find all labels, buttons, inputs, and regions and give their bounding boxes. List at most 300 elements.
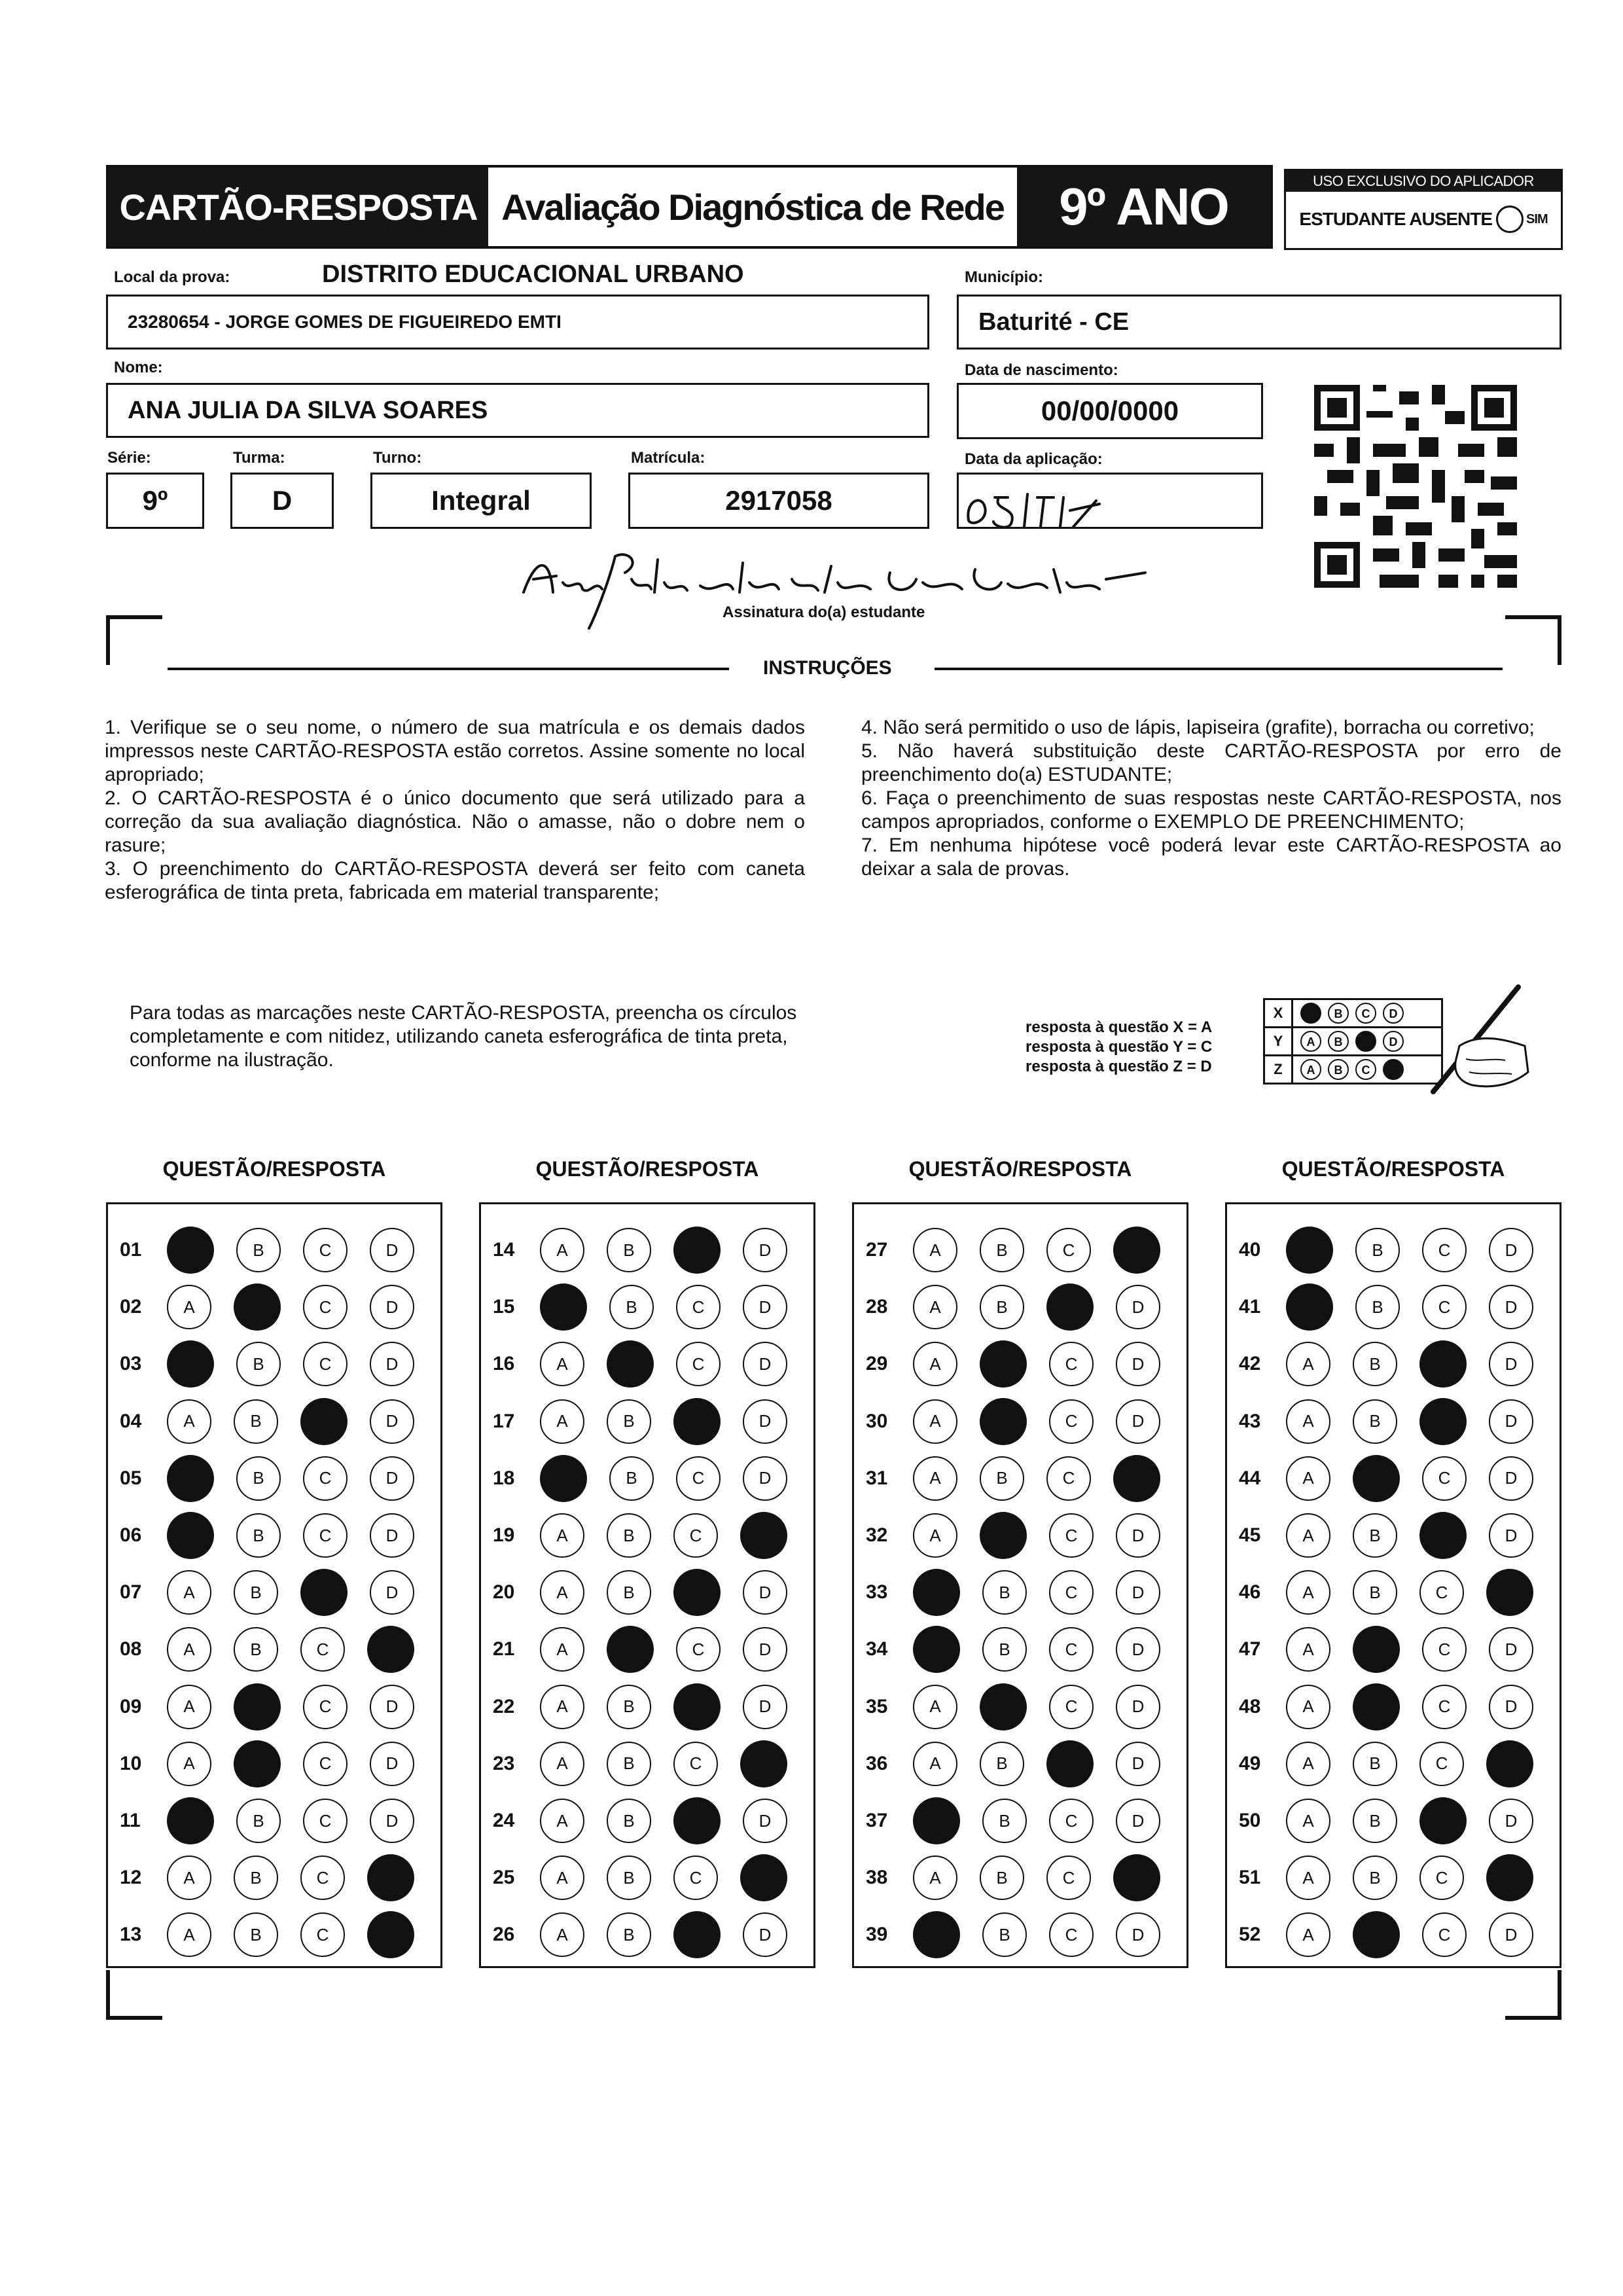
bubble-c-filled[interactable] (1419, 1512, 1467, 1559)
absent-bubble[interactable] (1496, 206, 1524, 233)
bubble-c-filled[interactable] (300, 1398, 348, 1445)
bubble-a[interactable]: A (540, 1570, 584, 1615)
bubble-c-filled[interactable] (1419, 1797, 1467, 1844)
bubble-a[interactable]: A (167, 1570, 211, 1615)
bubble-d[interactable]: D (1489, 1912, 1533, 1957)
municipio-label: Município: (965, 268, 1043, 286)
question-number: 31 (866, 1467, 888, 1489)
bubble-a[interactable]: A (540, 1856, 584, 1900)
bubble-c[interactable]: C (303, 1685, 348, 1729)
nasc-field: 00/00/0000 (957, 383, 1263, 439)
bubble-c[interactable]: C (1046, 1456, 1091, 1501)
bubble-c[interactable]: C (1422, 1285, 1467, 1329)
answer-row-24 (481, 1795, 813, 1847)
question-number: 47 (1239, 1638, 1261, 1660)
bubble-a[interactable]: A (1286, 1856, 1330, 1900)
bubble-c-filled[interactable] (1046, 1740, 1094, 1787)
answer-row-43 (1227, 1395, 1560, 1448)
bubble-b[interactable]: B (1353, 1513, 1397, 1558)
bubble-d[interactable]: D (370, 1570, 414, 1615)
bubble-b[interactable]: B (607, 1399, 651, 1444)
answer-row-10 (108, 1738, 440, 1790)
bubble-c[interactable]: C (1046, 1856, 1091, 1900)
bubble-a[interactable]: A (540, 1799, 584, 1843)
bubble-c-filled[interactable] (673, 1398, 721, 1445)
bubble-b[interactable]: B (607, 1912, 651, 1957)
bubble-b-filled[interactable] (1353, 1626, 1400, 1673)
answer-row-46 (1227, 1566, 1560, 1619)
bubble-d[interactable]: D (1489, 1228, 1533, 1272)
answer-row-41 (1227, 1281, 1560, 1333)
instruction-2: 2. O CARTÃO-RESPOSTA é o único documento que será utilizado para a correção da sua avaliação diagnóstica. Não o amasse, não o dobre nem o rasure; (105, 787, 805, 856)
question-number: 13 (120, 1924, 142, 1946)
bubble-c[interactable]: C (1419, 1570, 1464, 1615)
bubble-d[interactable]: D (1489, 1285, 1533, 1329)
answer-row-50 (1227, 1795, 1560, 1847)
signature-label: Assinatura do(a) estudante (722, 603, 925, 621)
bubble-d[interactable]: D (370, 1456, 414, 1501)
bubble-c[interactable]: C (676, 1456, 721, 1501)
bubble-d-filled[interactable] (1486, 1740, 1533, 1787)
bubble-a[interactable]: A (167, 1912, 211, 1957)
answer-column-3 (852, 1202, 1188, 1968)
question-number: 09 (120, 1695, 142, 1717)
bubble-b[interactable]: B (234, 1399, 278, 1444)
bubble-c[interactable]: C (1049, 1627, 1094, 1672)
serie-label: Série: (107, 449, 151, 467)
answer-row-31 (854, 1452, 1186, 1505)
bubble-b[interactable]: B (980, 1285, 1024, 1329)
bubble-d[interactable]: D (370, 1799, 414, 1843)
column-header: QUESTÃO/RESPOSTA (535, 1157, 759, 1181)
question-number: 17 (493, 1410, 515, 1432)
answer-row-19 (481, 1509, 813, 1562)
bubble-a-filled[interactable] (167, 1340, 214, 1388)
answer-row-07 (108, 1566, 440, 1619)
bubble-c[interactable]: C (303, 1228, 348, 1272)
bubble-d-filled[interactable] (1486, 1854, 1533, 1901)
absent-label: ESTUDANTE AUSENTE (1299, 209, 1493, 229)
bubble-d[interactable]: D (743, 1399, 787, 1444)
example-table (1263, 998, 1443, 1085)
bubble-b[interactable]: B (1355, 1285, 1400, 1329)
example-bubble-a (1300, 1003, 1321, 1024)
bubble-a[interactable]: A (913, 1456, 957, 1501)
answer-row-51 (1227, 1852, 1560, 1904)
example-label-y: resposta à questão Y = C (1026, 1038, 1213, 1056)
bubble-c[interactable]: C (1419, 1742, 1464, 1786)
bubble-d[interactable]: D (743, 1342, 787, 1386)
bubble-a[interactable]: A (540, 1399, 584, 1444)
bubble-b[interactable]: B (982, 1627, 1027, 1672)
bubble-c-filled[interactable] (673, 1911, 721, 1958)
bubble-a[interactable]: A (913, 1399, 957, 1444)
question-number: 50 (1239, 1810, 1261, 1831)
bubble-b-filled[interactable] (234, 1683, 281, 1731)
bubble-d-filled[interactable] (740, 1512, 787, 1559)
instruction-5: 5. Não haverá substituição deste CARTÃO-RESPOSTA por erro de preenchimento do(a) ESTUDANTE; (861, 740, 1561, 785)
bubble-c[interactable]: C (1422, 1228, 1467, 1272)
answer-row-12 (108, 1852, 440, 1904)
example-key: Y (1264, 1028, 1293, 1056)
bubble-b[interactable]: B (1353, 1399, 1397, 1444)
matricula-field: 2917058 (628, 473, 929, 529)
bubble-d[interactable]: D (1116, 1742, 1160, 1786)
bubble-b[interactable]: B (1353, 1342, 1397, 1386)
bubble-c[interactable]: C (1049, 1513, 1094, 1558)
bubble-d[interactable]: D (370, 1685, 414, 1729)
bubble-a-filled[interactable] (1286, 1283, 1333, 1331)
bubble-b[interactable]: B (607, 1742, 651, 1786)
bubble-c[interactable]: C (1049, 1685, 1094, 1729)
bubble-c[interactable]: C (1049, 1570, 1094, 1615)
question-number: 14 (493, 1239, 515, 1261)
bubble-c[interactable]: C (303, 1799, 348, 1843)
corner-mark-br (1505, 1970, 1561, 2020)
instruction-3: 3. O preenchimento do CARTÃO-RESPOSTA deverá ser feito com caneta esferográfica de tinta preta, fabricada em material transparente; (105, 858, 805, 903)
bubble-b[interactable]: B (609, 1456, 654, 1501)
pen-hand-icon (1420, 980, 1531, 1105)
bubble-a[interactable]: A (913, 1742, 957, 1786)
bubble-a[interactable]: A (913, 1228, 957, 1272)
bubble-b-filled[interactable] (1353, 1911, 1400, 1958)
question-number: 32 (866, 1524, 888, 1546)
answer-row-21 (481, 1623, 813, 1676)
turma-field: D (230, 473, 334, 529)
bubble-a[interactable]: A (1286, 1570, 1330, 1615)
bubble-d[interactable]: D (370, 1285, 414, 1329)
bubble-a[interactable]: A (540, 1342, 584, 1386)
bubble-d[interactable]: D (1116, 1342, 1160, 1386)
bubble-d[interactable]: D (1116, 1399, 1160, 1444)
bubble-c-filled[interactable] (673, 1227, 721, 1274)
bubble-c[interactable]: C (303, 1342, 348, 1386)
bubble-c[interactable]: C (300, 1912, 345, 1957)
bubble-a[interactable]: A (913, 1685, 957, 1729)
bubble-c[interactable]: C (303, 1285, 348, 1329)
answer-row-39 (854, 1909, 1186, 1961)
bubble-d[interactable]: D (1116, 1912, 1160, 1957)
answer-row-09 (108, 1681, 440, 1733)
bubble-b[interactable]: B (609, 1285, 654, 1329)
bubble-b[interactable]: B (1355, 1228, 1400, 1272)
bubble-d[interactable]: D (1489, 1399, 1533, 1444)
bubble-b[interactable]: B (236, 1342, 281, 1386)
bubble-d[interactable]: D (370, 1342, 414, 1386)
bubble-d[interactable]: D (370, 1742, 414, 1786)
bubble-c[interactable]: C (1422, 1685, 1467, 1729)
answer-row-05 (108, 1452, 440, 1505)
answer-row-08 (108, 1623, 440, 1676)
question-number: 12 (120, 1867, 142, 1889)
bubble-a-filled[interactable] (913, 1569, 960, 1616)
bubble-a[interactable]: A (540, 1685, 584, 1729)
bubble-b-filled[interactable] (607, 1340, 654, 1388)
bubble-b[interactable]: B (236, 1799, 281, 1843)
applicator-title: USO EXCLUSIVO DO APLICADOR (1286, 171, 1561, 192)
bubble-a[interactable]: A (913, 1342, 957, 1386)
bubble-a[interactable]: A (1286, 1627, 1330, 1672)
answer-row-11 (108, 1795, 440, 1847)
question-number: 39 (866, 1924, 888, 1946)
bubble-b[interactable]: B (982, 1570, 1027, 1615)
bubble-b[interactable]: B (982, 1799, 1027, 1843)
bubble-b[interactable]: B (607, 1228, 651, 1272)
question-number: 27 (866, 1239, 888, 1261)
bubble-d[interactable]: D (1489, 1685, 1533, 1729)
bubble-d[interactable]: D (1489, 1342, 1533, 1386)
bubble-d[interactable]: D (1116, 1570, 1160, 1615)
bubble-c-filled[interactable] (673, 1797, 721, 1844)
bubble-d-filled[interactable] (1113, 1854, 1160, 1901)
bubble-b-filled[interactable] (607, 1626, 654, 1673)
bubble-a[interactable]: A (167, 1685, 211, 1729)
question-number: 11 (120, 1810, 141, 1831)
question-number: 23 (493, 1752, 515, 1774)
bubble-d[interactable]: D (743, 1285, 787, 1329)
school-field: 23280654 - JORGE GOMES DE FIGUEIREDO EMTI (106, 295, 929, 350)
bubble-c[interactable]: C (1049, 1912, 1094, 1957)
answer-row-14 (481, 1224, 813, 1276)
answer-row-01 (108, 1224, 440, 1276)
bubble-c-filled[interactable] (300, 1569, 348, 1616)
bubble-b[interactable]: B (607, 1856, 651, 1900)
municipio-field: Baturité - CE (957, 295, 1561, 350)
bubble-a[interactable]: A (1286, 1399, 1330, 1444)
bubble-b-filled[interactable] (234, 1283, 281, 1331)
bubble-c[interactable]: C (300, 1627, 345, 1672)
answer-row-40 (1227, 1224, 1560, 1276)
bubble-d[interactable]: D (370, 1228, 414, 1272)
bubble-c[interactable]: C (303, 1456, 348, 1501)
bubble-c-filled[interactable] (673, 1683, 721, 1731)
bubble-b[interactable]: B (607, 1799, 651, 1843)
instruction-1: 1. Verifique se o seu nome, o número de sua matrícula e os demais dados impressos neste CARTÃO-RESPOSTA estão corretos. Assine somente no local apropriado; (105, 717, 805, 785)
bubble-c[interactable]: C (676, 1627, 721, 1672)
question-number: 45 (1239, 1524, 1261, 1546)
answer-row-49 (1227, 1738, 1560, 1790)
example-bubble-a: A (1300, 1031, 1321, 1052)
question-number: 03 (120, 1353, 142, 1375)
aplic-label: Data da aplicação: (965, 450, 1103, 468)
bubble-a-filled[interactable] (913, 1797, 960, 1844)
bubble-d-filled[interactable] (1486, 1569, 1533, 1616)
bubble-b[interactable]: B (607, 1513, 651, 1558)
bubble-c-filled[interactable] (1419, 1340, 1467, 1388)
bubble-b[interactable]: B (236, 1228, 281, 1272)
bubble-d[interactable]: D (743, 1627, 787, 1672)
bubble-a[interactable]: A (913, 1856, 957, 1900)
instruction-7: 7. Em nenhuma hipótese você poderá levar este CARTÃO-RESPOSTA ao deixar a sala de provas. (861, 834, 1561, 880)
bubble-d[interactable]: D (1489, 1799, 1533, 1843)
bubble-d-filled[interactable] (740, 1854, 787, 1901)
question-number: 42 (1239, 1353, 1261, 1375)
bubble-b[interactable]: B (980, 1742, 1024, 1786)
bubble-a[interactable]: A (1286, 1342, 1330, 1386)
bubble-a[interactable]: A (167, 1627, 211, 1672)
question-number: 15 (493, 1296, 515, 1318)
bubble-b[interactable]: B (980, 1856, 1024, 1900)
bubble-c[interactable]: C (300, 1856, 345, 1900)
bubble-d[interactable]: D (743, 1456, 787, 1501)
bubble-d[interactable]: D (1489, 1627, 1533, 1672)
question-number: 07 (120, 1581, 142, 1604)
bubble-c[interactable]: C (1046, 1228, 1091, 1272)
bubble-c[interactable]: C (1419, 1856, 1464, 1900)
bubble-c[interactable]: C (673, 1513, 718, 1558)
bubble-a[interactable]: A (1286, 1456, 1330, 1501)
bubble-a-filled[interactable] (167, 1227, 214, 1274)
bubble-b[interactable]: B (1353, 1856, 1397, 1900)
bubble-c[interactable]: C (673, 1742, 718, 1786)
bubble-d[interactable]: D (1489, 1513, 1533, 1558)
bubble-c[interactable]: C (676, 1285, 721, 1329)
bubble-d[interactable]: D (370, 1513, 414, 1558)
bubble-a[interactable]: A (167, 1742, 211, 1786)
bubble-a[interactable]: A (540, 1228, 584, 1272)
bubble-b[interactable]: B (234, 1912, 278, 1957)
bubble-b-filled[interactable] (980, 1683, 1027, 1731)
bubble-a-filled[interactable] (167, 1512, 214, 1559)
bubble-a[interactable]: A (913, 1285, 957, 1329)
bubble-d-filled[interactable] (1113, 1455, 1160, 1502)
bubble-b[interactable]: B (607, 1570, 651, 1615)
bubble-a[interactable]: A (540, 1513, 584, 1558)
example-bubble-d (1383, 1059, 1404, 1080)
bubble-b-filled[interactable] (980, 1340, 1027, 1388)
bubble-c[interactable]: C (303, 1513, 348, 1558)
column-header: QUESTÃO/RESPOSTA (162, 1157, 386, 1181)
bubble-c[interactable]: C (1049, 1342, 1094, 1386)
example-bubble-d: D (1383, 1003, 1404, 1024)
bubble-a-filled[interactable] (1286, 1227, 1333, 1274)
bubble-d[interactable]: D (1116, 1285, 1160, 1329)
bubble-c[interactable]: C (1049, 1799, 1094, 1843)
bubble-a-filled[interactable] (540, 1455, 587, 1502)
bubble-a[interactable]: A (540, 1742, 584, 1786)
question-number: 41 (1239, 1296, 1261, 1318)
bubble-d[interactable]: D (370, 1399, 414, 1444)
question-number: 06 (120, 1524, 142, 1546)
bubble-c[interactable]: C (1422, 1627, 1467, 1672)
bubble-a[interactable]: A (167, 1285, 211, 1329)
bubble-c[interactable]: C (1422, 1912, 1467, 1957)
instruction-4: 4. Não será permitido o uso de lápis, lapiseira (grafite), borracha ou corretivo; (861, 717, 1535, 738)
bubble-a[interactable]: A (167, 1856, 211, 1900)
bubble-d[interactable]: D (1116, 1799, 1160, 1843)
example-key: X (1264, 999, 1293, 1028)
example-bubble-b: B (1328, 1031, 1349, 1052)
bubble-b[interactable]: B (234, 1627, 278, 1672)
local-label: Local da prova: (114, 268, 230, 286)
bubble-b[interactable]: B (607, 1685, 651, 1729)
question-number: 29 (866, 1353, 888, 1375)
bubble-b-filled[interactable] (1353, 1683, 1400, 1731)
example-label-z: resposta à questão Z = D (1026, 1058, 1212, 1075)
bubble-a[interactable]: A (1286, 1742, 1330, 1786)
bubble-c[interactable]: C (673, 1856, 718, 1900)
bubble-b[interactable]: B (234, 1856, 278, 1900)
bubble-a[interactable]: A (167, 1399, 211, 1444)
answer-row-33 (854, 1566, 1186, 1619)
bubble-c[interactable]: C (303, 1742, 348, 1786)
question-number: 36 (866, 1752, 888, 1774)
question-number: 35 (866, 1695, 888, 1717)
bubble-b[interactable]: B (236, 1456, 281, 1501)
bubble-d[interactable]: D (1116, 1513, 1160, 1558)
bubble-b[interactable]: B (236, 1513, 281, 1558)
bubble-a[interactable]: A (1286, 1513, 1330, 1558)
bubble-a-filled[interactable] (913, 1911, 960, 1958)
bubble-c[interactable]: C (1049, 1399, 1094, 1444)
question-number: 43 (1239, 1410, 1261, 1432)
grade-title: 9º ANO (1017, 168, 1270, 246)
bubble-b[interactable]: B (980, 1228, 1024, 1272)
bubble-c-filled[interactable] (1046, 1283, 1094, 1331)
bubble-d-filled[interactable] (740, 1740, 787, 1787)
bubble-a[interactable]: A (540, 1627, 584, 1672)
bubble-d-filled[interactable] (367, 1911, 414, 1958)
bubble-a-filled[interactable] (913, 1626, 960, 1673)
bubble-c[interactable]: C (1422, 1456, 1467, 1501)
bubble-b[interactable]: B (1353, 1799, 1397, 1843)
column-header: QUESTÃO/RESPOSTA (1281, 1157, 1505, 1181)
bubble-d-filled[interactable] (367, 1626, 414, 1673)
bubble-d-filled[interactable] (1113, 1227, 1160, 1274)
bubble-b-filled[interactable] (234, 1740, 281, 1787)
bubble-a[interactable]: A (1286, 1685, 1330, 1729)
bubble-b[interactable]: B (1353, 1570, 1397, 1615)
bubble-d[interactable]: D (1489, 1456, 1533, 1501)
question-number: 04 (120, 1410, 142, 1432)
bubble-b[interactable]: B (1353, 1742, 1397, 1786)
bubble-b-filled[interactable] (1353, 1455, 1400, 1502)
bubble-d[interactable]: D (1116, 1685, 1160, 1729)
answer-column-1 (106, 1202, 442, 1968)
question-number: 16 (493, 1353, 515, 1375)
bubble-a[interactable]: A (913, 1513, 957, 1558)
bubble-d[interactable]: D (743, 1228, 787, 1272)
bubble-d[interactable]: D (743, 1570, 787, 1615)
answer-row-15 (481, 1281, 813, 1333)
bubble-a-filled[interactable] (167, 1455, 214, 1502)
bubble-c-filled[interactable] (673, 1569, 721, 1616)
bubble-d[interactable]: D (1116, 1627, 1160, 1672)
question-number: 26 (493, 1924, 515, 1946)
bubble-b[interactable]: B (980, 1456, 1024, 1501)
bubble-d[interactable]: D (743, 1912, 787, 1957)
bubble-b-filled[interactable] (980, 1398, 1027, 1445)
bubble-a[interactable]: A (1286, 1912, 1330, 1957)
bubble-d[interactable]: D (743, 1799, 787, 1843)
bubble-a[interactable]: A (540, 1912, 584, 1957)
aplic-handwritten-date (955, 475, 1152, 533)
answer-row-44 (1227, 1452, 1560, 1505)
bubble-b[interactable]: B (982, 1912, 1027, 1957)
bubble-d-filled[interactable] (367, 1854, 414, 1901)
bubble-b-filled[interactable] (980, 1512, 1027, 1559)
question-number: 22 (493, 1695, 515, 1717)
bubble-d[interactable]: D (743, 1685, 787, 1729)
bubble-c-filled[interactable] (1419, 1398, 1467, 1445)
question-number: 25 (493, 1867, 515, 1889)
bubble-a-filled[interactable] (167, 1797, 214, 1844)
answer-row-16 (481, 1338, 813, 1390)
bubble-b[interactable]: B (234, 1570, 278, 1615)
bubble-a-filled[interactable] (540, 1283, 587, 1331)
bubble-a[interactable]: A (1286, 1799, 1330, 1843)
bubble-c[interactable]: C (676, 1342, 721, 1386)
